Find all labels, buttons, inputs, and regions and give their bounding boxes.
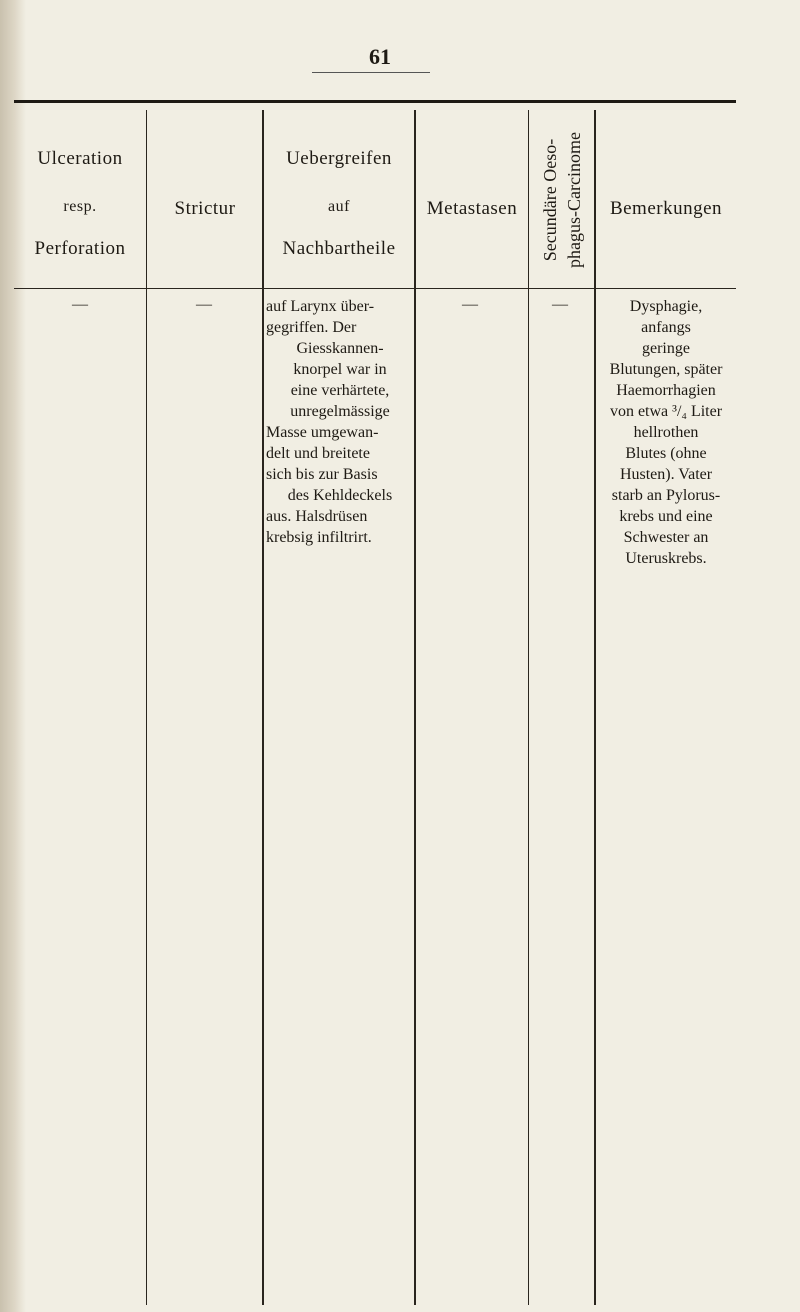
cell-bemerkungen-line: Blutungen, später bbox=[609, 361, 723, 378]
cell-uebergreifen-line: krebsig infiltrirt. bbox=[266, 529, 372, 546]
cell-bemerkungen-line: Dysphagie, bbox=[629, 298, 703, 315]
cell-uebergreifen-line: gegriffen. Der bbox=[266, 319, 357, 336]
header-ulceration-line3: Perforation bbox=[34, 238, 126, 259]
cell-metastasen: — bbox=[462, 296, 478, 313]
cell-bemerkungen-line: geringe bbox=[642, 340, 690, 357]
cell-strictur: — bbox=[196, 296, 212, 313]
cell-bemerkungen-line: anfangs bbox=[641, 319, 691, 336]
header-secundaere bbox=[528, 112, 596, 288]
column-divider-1 bbox=[146, 110, 147, 1305]
cell-bemerkungen-line: starb an Pylorus- bbox=[611, 487, 721, 504]
cell-uebergreifen-line: unregelmässige bbox=[290, 403, 390, 420]
cell-uebergreifen-line: Giesskannen- bbox=[296, 340, 384, 357]
page-number: 61 bbox=[369, 44, 391, 69]
header-uebergreifen-line2: auf bbox=[328, 198, 350, 215]
cell-uebergreifen-line: auf Larynx über- bbox=[266, 298, 375, 315]
column-divider-5 bbox=[594, 110, 596, 1305]
header-secundaere-line2: phagus-Carcinome bbox=[564, 132, 584, 268]
header-strictur: Strictur bbox=[174, 198, 236, 219]
cell-uebergreifen bbox=[266, 296, 414, 548]
cell-bemerkungen-line: Blutes (ohne bbox=[625, 445, 707, 462]
header-ulceration-line2: resp. bbox=[63, 198, 97, 215]
cell-bemerkungen-line: hellrothen bbox=[633, 424, 699, 441]
cell-bemerkungen-line: von etwa ³/₄ Liter bbox=[609, 403, 723, 420]
cell-uebergreifen-line: knorpel war in bbox=[293, 361, 387, 378]
cell-ulceration: — bbox=[72, 296, 88, 313]
header-secundaere-line1: Secundäre Oeso- bbox=[540, 138, 560, 262]
cell-uebergreifen-line: eine verhärtete, bbox=[290, 382, 390, 399]
column-divider-3 bbox=[414, 110, 416, 1305]
page-number-rule bbox=[312, 72, 430, 73]
cell-bemerkungen-line: Husten). Vater bbox=[619, 466, 713, 483]
page-margin-shadow bbox=[0, 0, 26, 1312]
cell-uebergreifen-line: aus. Halsdrüsen bbox=[266, 508, 368, 525]
header-bemerkungen: Bemerkungen bbox=[609, 198, 723, 219]
cell-secundaere: — bbox=[552, 296, 568, 313]
cell-uebergreifen-line: sich bis zur Basis bbox=[266, 466, 378, 483]
cell-uebergreifen-line: delt und breitete bbox=[266, 445, 370, 462]
cell-bemerkungen-line: Schwester an bbox=[623, 529, 709, 546]
table-top-rule bbox=[14, 100, 736, 103]
cell-uebergreifen-line: Masse umgewan- bbox=[266, 424, 379, 441]
header-metastasen: Metastasen bbox=[426, 198, 518, 219]
cell-bemerkungen-line: Haemorrhagien bbox=[616, 382, 716, 399]
cell-uebergreifen-line: des Kehldeckels bbox=[287, 487, 393, 504]
column-divider-2 bbox=[262, 110, 264, 1305]
cell-bemerkungen-line: krebs und eine bbox=[619, 508, 713, 525]
cell-bemerkungen-line: Uteruskrebs. bbox=[625, 550, 707, 567]
header-uebergreifen-line1: Uebergreifen bbox=[286, 148, 392, 169]
header-uebergreifen-line3: Nachbartheile bbox=[282, 238, 396, 259]
cell-bemerkungen bbox=[596, 296, 736, 569]
header-rule bbox=[14, 288, 736, 289]
column-divider-4 bbox=[528, 110, 529, 1305]
header-ulceration-line1: Ulceration bbox=[37, 148, 123, 169]
